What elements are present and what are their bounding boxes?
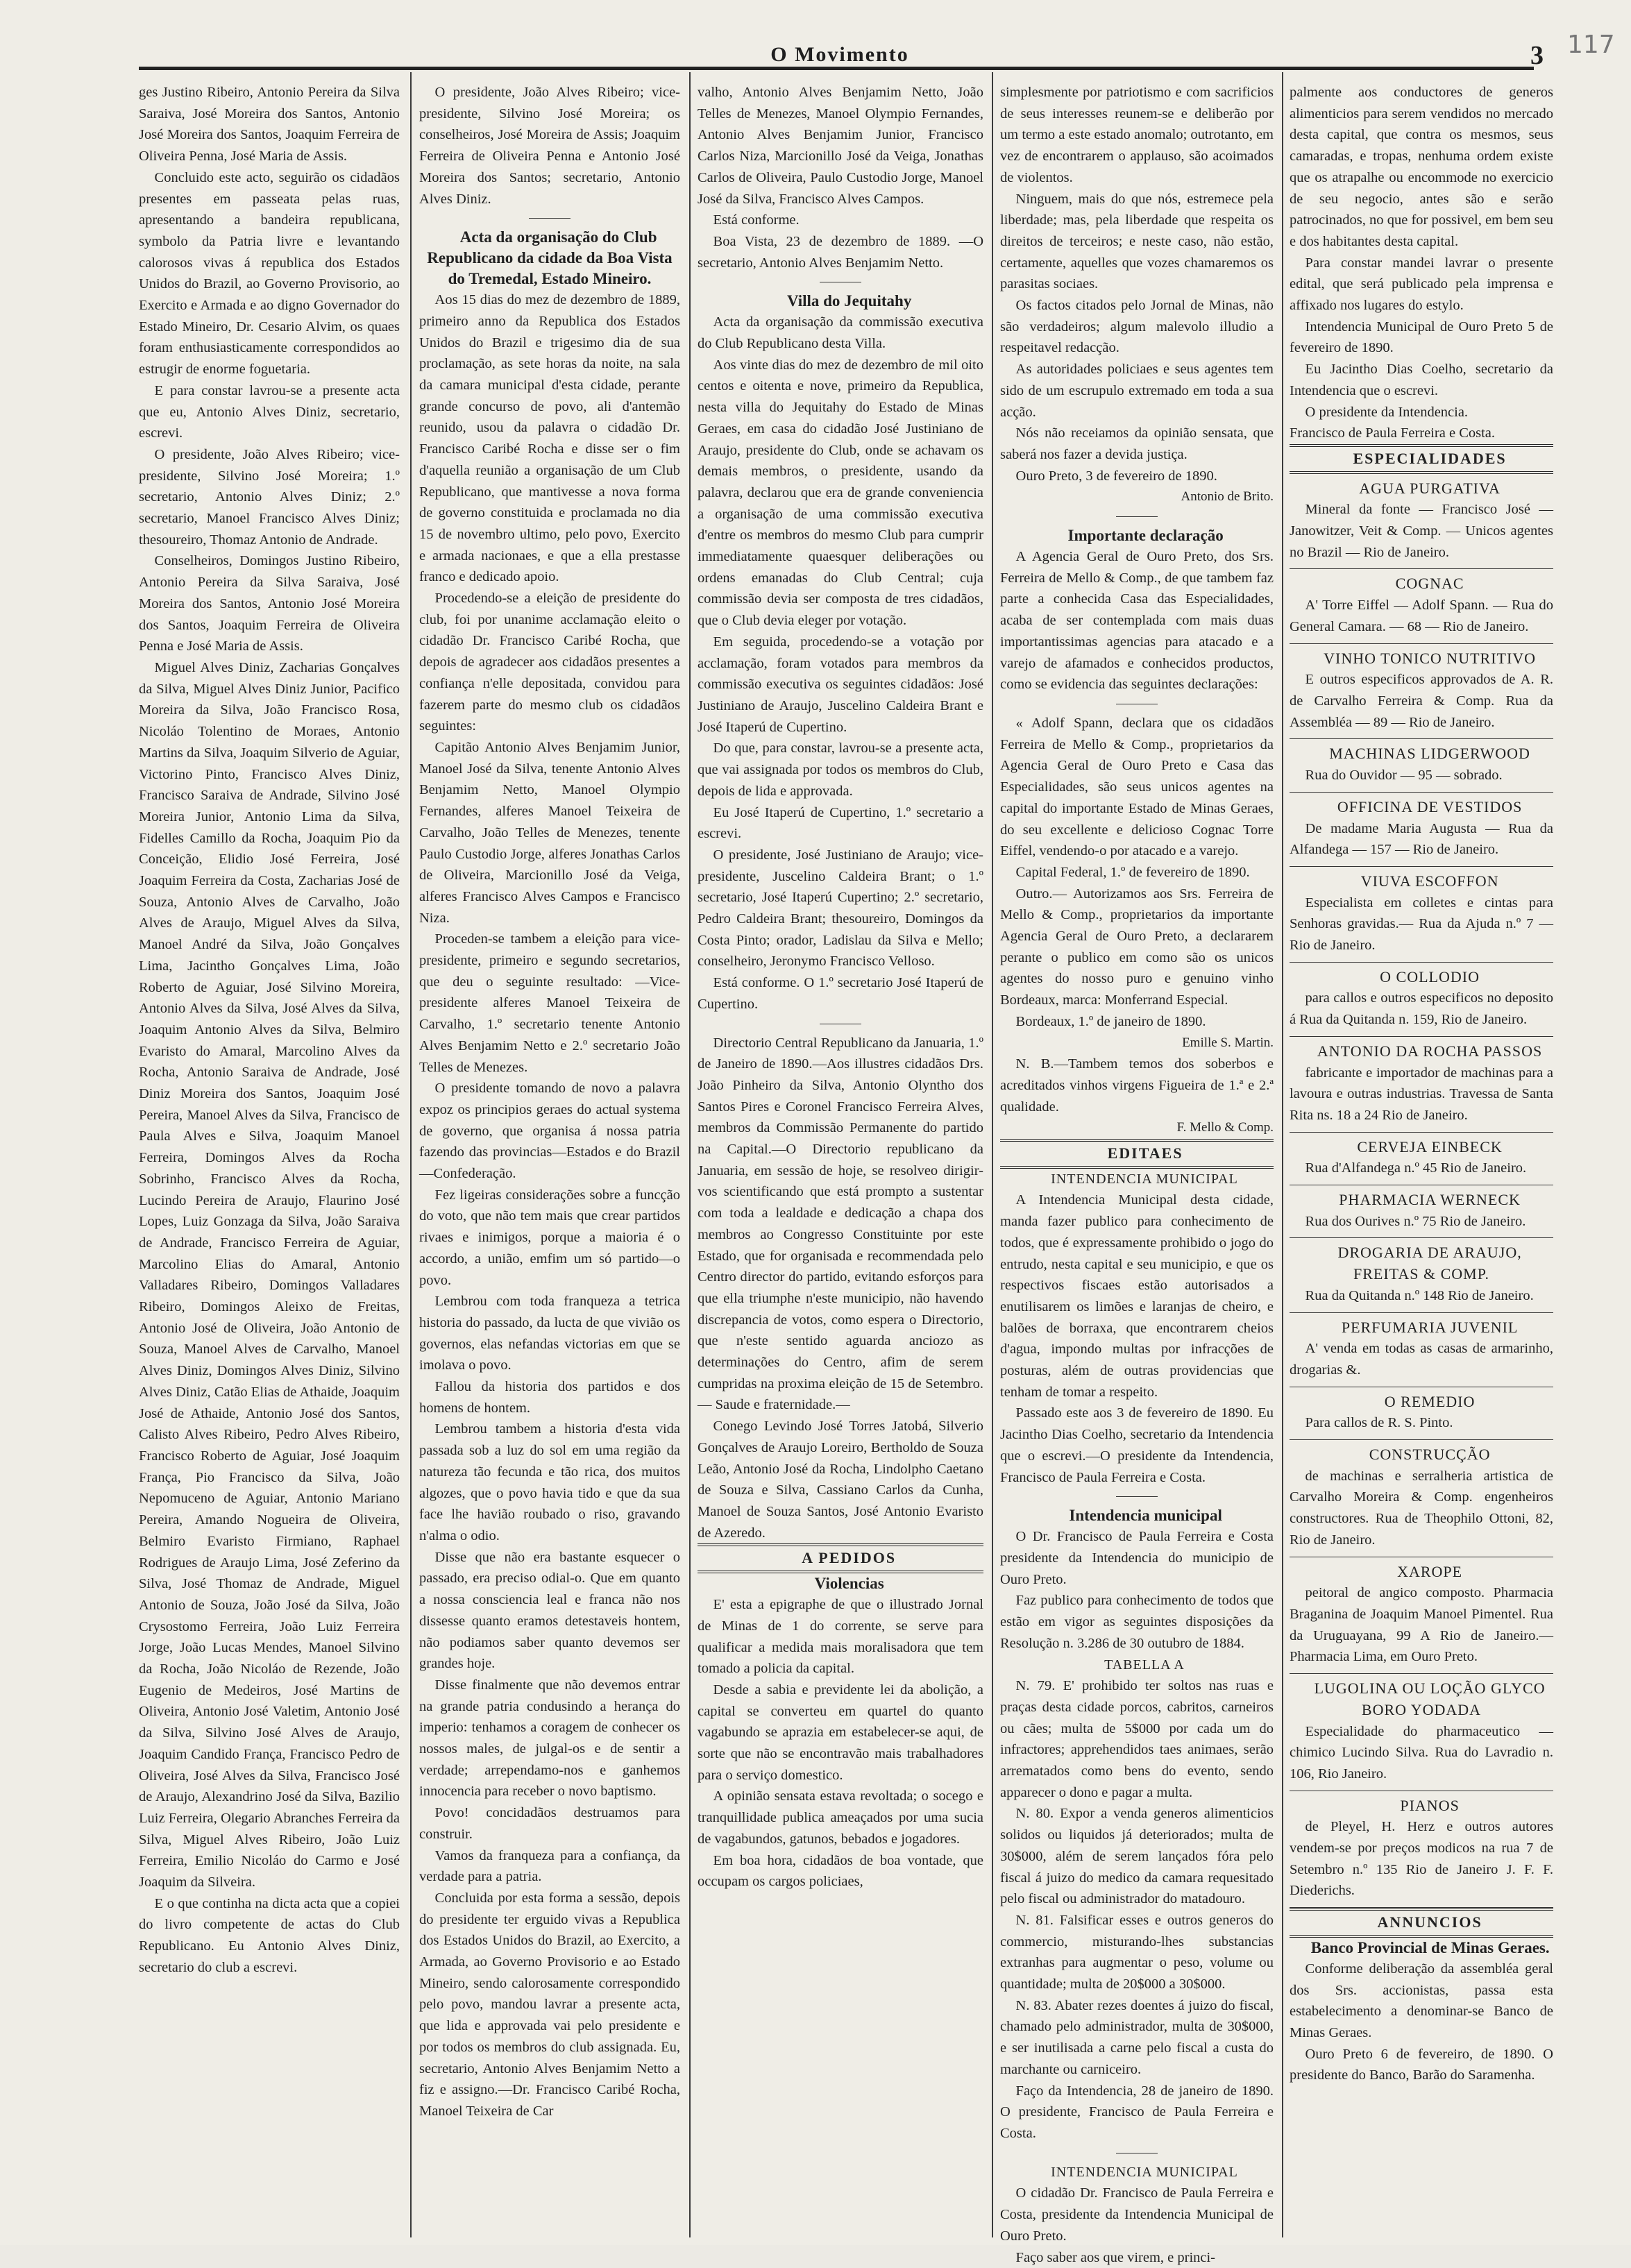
ad-body: A' venda em todas as casas de armarinho, drogarias &. [1290,1338,1553,1380]
ad-body: Para callos de R. S. Pinto. [1290,1412,1553,1434]
article-paragraph: A opinião sensata estava revoltada; o socego e tranquillidade publica ameaçados por uma sucia de vagabundos, gatunos, bebados e jogadores. [698,1786,983,1850]
article-paragraph: As autoridades policiaes e seus agentes tem sido de um escrupulo extremado em toda a sua acção. [1000,359,1274,423]
ad-body: E outros especificos approvados de A. R. de Carvalho Ferreira & Comp. Rua da Assembléa — 89 — Rio de Janeiro. [1290,669,1553,733]
advertisement [1290,1387,1553,1440]
article-paragraph: Do que, para constar, lavrou-se a presente acta, que vai assignada por todos os membros do Club, depois de lida e approvada. [698,738,983,802]
separator [529,218,571,219]
ad-title: AGUA PURGATIVA [1290,478,1553,500]
column-1 [139,82,400,2240]
article-paragraph: E para constar lavrou-se a presente acta que eu, Antonio Alves Diniz, secretario, escrevi. [139,380,400,444]
article-paragraph: Concluido este acto, seguirão os cidadãos presentes em passeata pelas ruas, apresentando a bandeira republicana, symbolo da Patria livre e levantando calorosos vivas á republica dos Estados Unidos do Brazil, ao Governo Provisorio, ao Exercito e Armada e ao digno Governador do Estado Mineiro, Dr. Cesario Alvim, os quaes foram enthusiasticamente correspondidos ao estrugir de enorme foguetaria. [139,167,400,380]
ad-title: ANTONIO DA ROCHA PASSOS [1290,1041,1553,1063]
article-paragraph: Proceden-se tambem a eleição para vice-presidente, primeiro e segundo secretarios, que deu o seguinte resultado: —Vice-presidente alferes Manoel Teixeira de Carvalho, 1.º secretario tenente Antonio Alves Benjamim Netto e 2.º secretario João Telles de Menezes. [419,929,680,1078]
ad-title: CONSTRUCÇÃO [1290,1444,1553,1466]
advertisement [1290,1185,1553,1238]
article-paragraph: Faz publico para conhecimento de todos que estão em vigor as seguintes disposições da Resolução n. 3.286 de 30 outubro de 1884. [1000,1590,1274,1654]
article-paragraph: valho, Antonio Alves Benjamim Netto, João Telles de Menezes, Manoel Olympio Fernandes, Antonio Alves Benjamim Junior, Francisco Carlos Niza, Marcionillo José da Veiga, Jonathas Carlos de Oliveira, Paulo Custodio Jorge, Manoel José da Silva, Francisco Alves Campos. [698,82,983,210]
article-paragraph: Disse que não era bastante esquecer o passado, era preciso odial-o. Que em quanto a nossa consciencia leal e franca não nos dissesse quanto eramos detestaveis hontem, não podiamos saber quanto devemos ser grandes hoje. [419,1547,680,1675]
article-paragraph: Lembrou tambem a historia d'esta vida passada sob a luz do sol em uma região da natureza tão fecunda e tão rica, dos muitos algozes, que o povo havia tido e que da sua face lhe havião roubado o riso, gravando n'alma o odio. [419,1419,680,1546]
article-paragraph: O presidente, José Justiniano de Araujo; vice-presidente, Juscelino Caldeira Brant; o 1.º secretario, José Itaperú Cupertino; 2.º secretario, Pedro Caldeira Brant; thesoureiro, Domingos da Costa Pinto; orador, Ladislau da Silva e Mello; conselheiro, Jeronymo Francisco Velloso. [698,845,983,972]
advertisement [1290,1313,1553,1387]
article-paragraph: N. 80. Expor a venda generos alimenticios solidos ou liquidos já deteriorados; multa de 30$000, além de serem lançados fóra pelo fiscal á juizo do medico da camara requesitado pelo fiscal ou administrador do matadouro. [1000,1803,1274,1910]
column-5 [1290,82,1553,2240]
ad-body: Rua do Ouvidor — 95 — sobrado. [1290,765,1553,786]
article-paragraph: Faço saber aos que virem, e princi- [1000,2247,1274,2268]
article-paragraph: Aos vinte dias do mez de dezembro de mil oito centos e oitenta e nove, primeiro da Republica, nesta villa do Jequitahy do Estado de Minas Geraes, em casa do cidadão José Justiniano de Araujo, presidente do Club, onde se achavam os demais membros, o presidente, usando da palavra, declarou que era de grande conveniencia a organisação de uma commissão executiva d'entre os membros do mesmo Club para cumprir immediatamente quaesquer deliberações ou ordens emanadas do Club Central; cuja commissão devia ser composta de tres cidadãos, que o Club devia eleger por votação. [698,355,983,632]
ad-title: PERFUMARIA JUVENIL [1290,1317,1553,1339]
column-rule [992,72,993,2237]
ad-body: de Pleyel, H. Herz e outros autores vendem-se por preços modicos na rua 7 de Setembro n.º 135 Rio de Janeiro J. F. F. Diederichs. [1290,1816,1553,1902]
ad-body: para callos e outros especificos no deposito á Rua da Quitanda n. 159, Rio de Janeiro. [1290,988,1553,1030]
ad-body: A' Torre Eiffel — Adolf Spann. — Rua do General Camara. — 68 — Rio de Janeiro. [1290,595,1553,637]
ad-body: Rua da Quitanda n.º 148 Rio de Janeiro. [1290,1285,1553,1307]
article-paragraph: Intendencia Municipal de Ouro Preto 5 de fevereiro de 1890. [1290,316,1553,359]
article-paragraph: Fez ligeiras considerações sobre a funcção do voto, que não tem mais que crear partidos rivaes e inimigos, porque a maioria é o accordo, a união, emfim um só partido—o povo. [419,1185,680,1292]
article-paragraph: E o que continha na dicta acta que a copiei do livro competente de actas do Club Republicano. Eu Antonio Alves Diniz, secretario do club a escrevi. [139,1893,400,1979]
article-paragraph: N. 81. Falsificar esses e outros generos do commercio, misturando-lhes substancias extranhas para augmentar o peso, volume ou quantidade; multa de 20$000 a 30$000. [1000,1910,1274,1995]
advertisement [1290,867,1553,963]
article-paragraph: Está conforme. O 1.º secretario José Itaperú de Cupertino. [698,972,983,1015]
article-paragraph: Para constar mandei lavrar o presente edital, que será publicado pela imprensa e affixado nos lugares do estylo. [1290,253,1553,316]
advertisement [1290,963,1553,1037]
ad-title: DROGARIA DE ARAUJO, FREITAS & COMP. [1290,1242,1553,1285]
article-paragraph: simplesmente por patriotismo e com sacrificios de seus interesses reunem-se e deliberão por um termo a este estado anomalo; outrotanto, em vez de encontrarem o applauso, são acoimados de violentos. [1000,82,1274,189]
article-heading: Importante declaração [1000,525,1274,546]
article-heading: Banco Provincial de Minas Geraes. [1290,1938,1553,1958]
article-paragraph: Lembrou com toda franqueza a tetrica historia do passado, da lucta de que vivião os governos, elas nefandas victorias em que se imolava o povo. [419,1291,680,1376]
article-heading: Villa do Jequitahy [698,291,983,312]
advertisement [1290,1440,1553,1557]
article-paragraph: Bordeaux, 1.º de janeiro de 1890. [1000,1011,1274,1033]
article-paragraph: O presidente da Intendencia. [1290,402,1553,423]
section-subtitle: INTENDENCIA MUNICIPAL [1000,2162,1274,2183]
section-banner: EDITAES [1000,1139,1274,1169]
article-paragraph: Conego Levindo José Torres Jatobá, Silverio Gonçalves de Araujo Loreiro, Bertholdo de Souza Leão, Antonio José da Rocha, Lindolpho Caetano de Souza e Silva, Cassiano Carlos da Cunha, Manoel de Souza Santos, José Antonio Evaristo de Azeredo. [698,1416,983,1543]
article-paragraph: Eu Jacintho Dias Coelho, secretario da Intendencia que o escrevi. [1290,359,1553,401]
advertisement [1290,1238,1553,1312]
article-paragraph: Nós não receiamos da opinião sensata, que saberá nos fazer a devida justiça. [1000,423,1274,465]
ad-body: De madame Maria Augusta — Rua da Alfandega — 157 — Rio de Janeiro. [1290,818,1553,861]
ad-title: CERVEJA EINBECK [1290,1137,1553,1158]
article-paragraph: Povo! concidadãos destruamos para construir. [419,1802,680,1845]
article-paragraph: Conselheiros, Domingos Justino Ribeiro, Antonio Pereira da Silva Saraiva, José Moreira dos Santos, Antonio José Moreira dos Santos, Joaquim Ferreira de Oliveira Penna e José Maria de Assis. [139,550,400,657]
column-rule [410,72,412,2237]
ad-title: VIUVA ESCOFFON [1290,871,1553,892]
ad-body: Mineral da fonte — Francisco José — Janowitzer, Veit & Comp. — Unicos agentes no Brazil — Rio de Janeiro. [1290,499,1553,563]
section-banner: ESPECIALIDADES [1290,444,1553,474]
article-paragraph: Disse finalmente que não devemos entrar na grande patria condusindo a herança do imperio: tenhamos a coragem de conhecer os nossos males, de julgal-os e de sentir a verdade; arrependamo-nos e ganhemos innocencia para receber o novo baptismo. [419,1675,680,1802]
ad-title: PHARMACIA WERNECK [1290,1190,1553,1211]
advertisement [1290,644,1553,740]
ad-title: COGNAC [1290,573,1553,595]
header-rule [139,67,1534,70]
article-paragraph: Ouro Preto, 3 de fevereiro de 1890. [1000,466,1274,487]
column-2 [419,82,680,2240]
article-paragraph: O cidadão Dr. Francisco de Paula Ferreira e Costa, presidente da Intendencia Municipal de Ouro Preto. [1000,2183,1274,2246]
article-heading: Intendencia municipal [1000,1505,1274,1526]
section-banner: ANNUNCIOS [1290,1908,1553,1938]
ad-title: MACHINAS LIDGERWOOD [1290,743,1553,765]
article-paragraph: N. 83. Abater rezes doentes á juizo do fiscal, chamado pelo administrador, multa de 30$000, e ser inutilisada a carne pelo fiscal a custa do marchante ou carniceiro. [1000,1995,1274,2081]
ad-body: fabricante e importador de machinas para a lavoura e outras industrias. Travessa de Santa Rita ns. 18 a 24 Rio de Janeiro. [1290,1063,1553,1126]
section-subtitle: INTENDENCIA MUNICIPAL [1000,1169,1274,1190]
article-heading: Acta da organisação do Club Republicano da cidade da Boa Vista do Tremedal, Estado Mineiro. [419,227,680,289]
article-paragraph: O presidente tomando de novo a palavra expoz os principios geraes do actual systema de governo, que organisa á nossa patria fazendo das provincias—Estados e do Brazil—Confederação. [419,1078,680,1185]
article-paragraph: O presidente, João Alves Ribeiro; vice-presidente, Silvino José Moreira; os conselheiros, José Moreira de Assis; Joaquim Ferreira de Oliveira Penna e Antonio José Moreira dos Santos; secretario, Antonio Alves Diniz. [419,82,680,210]
article-paragraph: Passado este aos 3 de fevereiro de 1890. Eu Jacintho Dias Coelho, secretario da Intendencia que o escrevi.—O presidente da Intendencia, Francisco de Paula Ferreira e Costa. [1000,1403,1274,1488]
separator [1116,1496,1158,1497]
article-paragraph: Aos 15 dias do mez de dezembro de 1889, primeiro anno da Republica dos Estados Unidos do Brazil e trigesimo dia de sua proclamação, as sete horas da noite, na sala da camara municipal d'esta cidade, perante grande concurso de povo, ali d'antemão reunido, usou da palavra o cidadão Dr. Francisco Caribé Rocha e disse ser o fim d'aquella reunião a organisação de um Club Republicano, que mantivesse a nova forma de governo constituida e proclamada no dia 15 de novembro ultimo, pelo povo, Exercito e armada nacionaes, e que a ella prestasse franco e dedicado apoio. [419,289,680,588]
article-paragraph: Francisco de Paula Ferreira e Costa. [1290,423,1553,444]
advertisement [1290,1674,1553,1791]
column-rule [689,72,691,2237]
article-paragraph: Concluida por esta forma a sessão, depois do presidente ter erguido vivas a Republica dos Estados Unidos do Brazil, ao Exercito, a Armada, ao Governo Provisorio e ao Estado Mineiro, sendo calorosamente correspondido pelo povo, mandou lavrar a presente acta, que lida e approvada vai pelo presidente e por todos os membros do club assignada. Eu, secretario, Antonio Alves Benjamim Netto a fiz e assigno.—Dr. Francisco Caribé Rocha, Manoel Teixeira de Car [419,1888,680,2122]
article-paragraph: Acta da organisação da commissão executiva do Club Republicano desta Villa. [698,312,983,354]
article-paragraph: Ninguem, mais do que nós, estremece pela liberdade; mas, pela liberdade que respeita os direitos de terceiros; e neste caso, não estão, certamente, aquelles que vozes chamaremos os parasitas sociaes. [1000,189,1274,296]
article-paragraph: Miguel Alves Diniz, Zacharias Gonçalves da Silva, Miguel Alves Diniz Junior, Pacifico Moreira da Silva, João Francisco Rosa, Nicoláo Tolentino de Moraes, Antonio Martins da Silva, Joaquim Silverio de Aguiar, Victorino Pinto, Francisco Alves Diniz, Francisco Saraiva de Andrade, Silvino José Moreira Junior, Antonio Lima da Silva, Fidelles Camillo da Rocha, Joaquim Pio da Conceição, Elidio José Ferreira, José Joaquim Ferreira da Costa, Zacharias José de Souza, Antonio Alves de Carvalho, João Alves de Araujo, Miguel Alves da Silva, Manoel André da Silva, João Gonçalves Lima, Jacintho Gonçalves Lima, João Roberto de Aguiar, José Silvino Moreira, Antonio Alves da Silva, José Alves da Silva, Joaquim Antonio Alves da Silva, Belmiro Evaristo do Amaral, Marcolino Alves da Rocha, Antonio Saraiva de Andrade, José Diniz Moreira dos Santos, Joaquim José Pereira, Manoel Alves da Silva, Francisco de Paula Alves e Silva, Joaquim Manoel Ferreira, Domingos Alves da Rocha Sobrinho, Francisco Alves da Rocha, Lucindo Pereira de Araujo, Flaurino José Lopes, Luiz Gonzaga da Silva, João Saraiva de Andrade, Francisco Ferreira de Aguiar, Marcolino Elias do Amaral, Antonio Valladares Ribeiro, Domingos Valladares Ribeiro, Domingos Aleixo de Freitas, Antonio José de Oliveira, João Antonio de Souza, Manoel Alves de Carvalho, Manoel Alves Diniz, Domingos Alves Diniz, Silvino Alves Diniz, Catão Elias de Athaide, Joaquim José de Athaide, Antonio José dos Santos, Calisto Alves Ribeiro, Pedro Alves Ribeiro, Francisco Roberto de Aguiar, José Joaquim França, Pio Francisco da Silva, João Nepomuceno de Aguiar, Antonio Mariano Pereira, Amando Nogueira de Oliveira, Belmiro Evaristo Firmiano, Raphael Rodrigues de Araujo Lima, José Zeferino da Silva, José Thomaz de Andrade, Miguel Antonio de Souza, João José da Silva, João Crysostomo Ferreira, João Luiz Ferreira Jorge, João Lucas Mendes, Manoel Silvino da Rocha, João Nicoláo de Rezende, João Eugenio de Medeiros, José Martins de Oliveira, Antonio José Valetim, Antonio José da Silva, Silvino José Alves de Araujo, Joaquim Candido França, Francisco Pedro de Oliveira, José Alves da Silva, Francisco José de Araujo, Alexandrino José da Silva, Bazilio Luiz Ferreira, Olegario Abranches Ferreira da Silva, Miguel Alves Ribeiro, João Luiz Ferreira, Emilio Nicoláo do Carmo e José Joaquim da Silveira. [139,657,400,1893]
article-paragraph: Está conforme. [698,210,983,231]
advertisement [1290,1557,1553,1675]
article-heading: Violencias [698,1573,983,1594]
ad-body: peitoral de angico composto. Pharmacia Braganina de Joaquim Manoel Pimentel. Rua da Uruguayana, 99 A Rio de Janeiro.—Pharmacia Lima, em Ouro Preto. [1290,1582,1553,1668]
ad-title: XAROPE [1290,1562,1553,1583]
article-paragraph: Boa Vista, 23 de dezembro de 1889. —O secretario, Antonio Alves Benjamim Netto. [698,231,983,273]
article-paragraph: O Dr. Francisco de Paula Ferreira e Costa presidente da Intendencia do municipio de Ouro Preto. [1000,1526,1274,1590]
ad-title: OFFICINA DE VESTIDOS [1290,797,1553,818]
handwritten-folio: 117 [1567,31,1615,59]
ad-body: Especialista em colletes e cintas para Senhoras gravidas.— Rua da Ajuda n.º 7 — Rio de Janeiro. [1290,892,1553,956]
advertisement [1290,474,1553,570]
article-paragraph: Outro.— Autorizamos aos Srs. Ferreira de Mello & Comp., proprietarios da importante Agencia Geral de Ouro Preto, a declararem perante o publico em como são os unicos agentes do nosso puro e genuino vinho Bordeaux, marca: Monferrand Especial. [1000,883,1274,1011]
advertisement [1290,569,1553,643]
column-3 [698,82,983,2240]
article-paragraph: Vamos da franqueza para a confiança, da verdade para a patria. [419,1845,680,1888]
masthead-title: O Movimento [694,43,986,67]
article-paragraph: Desde a sabia e previdente lei da abolição, a capital se converteu em quartel do quanto vagabundo se aprazia em estabelecer-se aqui, de sorte que não se encontravão mais trabalhadores para o serviço domestico. [698,1679,983,1786]
article-paragraph: Capitão Antonio Alves Benjamim Junior, Manoel José da Silva, tenente Antonio Alves Benjamim Netto, Manoel Olympio Fernandes, alferes Manoel Teixeira de Carvalho, João Telles de Menezes, tenente Paulo Custodio Jorge, alferes Jonathas Carlos de Oliveira, Marcionillo José da Veiga, alferes Francisco Alves Campos e Francisco Niza. [419,737,680,929]
advertisement [1290,1037,1553,1133]
article-paragraph: E' esta a epigraphe de que o illustrado Jornal de Minas de 1 do corrente, se serve para qualificar a medida mais moralisadora que tem tomado a policia da capital. [698,1594,983,1679]
advertisement [1290,739,1553,792]
article-paragraph: Procedendo-se a eleição de presidente do club, foi por unanime acclamação eleito o cidadão Dr. Francisco Caribé Rocha, que depois de agradecer aos cidadãos presentes a confiança n'elle depositada, convidou para fazerem parte do mesmo club os cidadãos seguintes: [419,588,680,737]
advertisement [1290,1133,1553,1185]
ad-title: VINHO TONICO NUTRITIVO [1290,648,1553,670]
article-paragraph: ges Justino Ribeiro, Antonio Pereira da Silva Saraiva, José Moreira dos Santos, Antonio José Moreira dos Santos, Joaquim Ferreira de Oliveira Penna, José Maria de Assis. [139,82,400,167]
ad-body: Especialidade do pharmaceutico — chimico Lucindo Silva. Rua do Lavradio n. 106, Rio Janeiro. [1290,1721,1553,1785]
article-paragraph: A Agencia Geral de Ouro Preto, dos Srs. Ferreira de Mello & Comp., de que tambem faz parte a conhecida Casa das Especialidades, acaba de ser contemplada com mais duas importantissimas agencias para atacado e a varejo de afamados e conhecidos productos, como se evidencia das seguintes declarações: [1000,546,1274,695]
signature: F. Mello & Comp. [1000,1117,1274,1139]
ad-body: Rua dos Ourives n.º 75 Rio de Janeiro. [1290,1211,1553,1233]
page-number: 3 [1530,40,1544,71]
article-paragraph: Ouro Preto 6 de fevereiro, de 1890. O presidente do Banco, Barão do Saramenha. [1290,2044,1553,2086]
article-paragraph: Capital Federal, 1.º de fevereiro de 1890. [1000,862,1274,883]
article-paragraph: O presidente, João Alves Ribeiro; vice-presidente, Silvino José Moreira; 1.º secretario, Antonio Alves Diniz; 2.º secretario, Manoel Francisco Alves Diniz; thesoureiro, Thomaz Antonio de Andrade. [139,444,400,551]
separator [1116,516,1158,517]
article-paragraph: Eu José Itaperú de Cupertino, 1.º secretario a escrevi. [698,802,983,845]
advertisement [1290,793,1553,867]
article-paragraph: Fallou da historia dos partidos e dos homens de hontem. [419,1376,680,1419]
article-paragraph: palmente aos conductores de generos alimenticios para serem vendidos no mercado desta capital, que contra os mesmos, seus camaradas, e tropas, nenhuma ordem existe que os atrapalhe ou encommode no exercicio de seu negocio, antes são e serão patrocinados, no que for possivel, em bem seu e dos habitantes desta capital. [1290,82,1553,253]
article-paragraph: Conforme deliberação da assembléa geral dos Srs. accionistas, passa esta estabelecimento a denominar-se Banco de Minas Geraes. [1290,1958,1553,2044]
ad-title: O COLLODIO [1290,967,1553,988]
ad-body: de machinas e serralheria artistica de Carvalho Moreira & Comp. engenheiros constructores. Rua de Theophilo Ottoni, 82, Rio de Janeiro. [1290,1466,1553,1551]
article-paragraph: N. B.—Tambem temos dos soberbos e acreditados vinhos virgens Figueira de 1.ª e 2.ª qualidade. [1000,1053,1274,1117]
ad-title: LUGOLINA OU LOÇÃO GLYCO BORO YODADA [1290,1678,1553,1720]
article-paragraph: « Adolf Spann, declara que os cidadãos Ferreira de Mello & Comp., proprietarios da Agencia Geral de Ouro Preto e Casa das Especialidades, são seus unicos agentes na capital do importante Estado de Minas Geraes, do seu excellente e delicioso Cognac Torre Eiffel, vendendo-o por atacado e a varejo. [1000,713,1274,862]
advertisement [1290,1791,1553,1909]
ad-title: O REMEDIO [1290,1391,1553,1413]
column-4 [1000,82,1274,2240]
signature: Antonio de Brito. [1000,486,1274,508]
article-paragraph: Os factos citados pelo Jornal de Minas, não são verdadeiros; algum malevolo illudio a respeitavel redacção. [1000,295,1274,359]
section-banner: A PEDIDOS [698,1543,983,1573]
signature: Emille S. Martin. [1000,1033,1274,1054]
article-paragraph: N. 79. E' prohibido ter soltos nas ruas e praças desta cidade porcos, cabritos, carneiros ou cães; multa de 5$000 por cada um do infractores; apprehendidos taes animaes, serão arrematados como bens do evento, sendo apparecer o dono e pagar a multa. [1000,1675,1274,1803]
article-paragraph: Faço da Intendencia, 28 de janeiro de 1890. O presidente, Francisco de Paula Ferreira e Costa. [1000,2081,1274,2144]
section-subtitle: TABELLA A [1000,1655,1274,1676]
ad-body: Rua d'Alfandega n.º 45 Rio de Janeiro. [1290,1158,1553,1179]
ad-title: PIANOS [1290,1795,1553,1817]
article-paragraph: Em boa hora, cidadãos de boa vontade, que occupam os cargos policiaes, [698,1850,983,1893]
article-paragraph: Em seguida, procedendo-se a votação por acclamação, foram votados para membros da commissão executiva os seguintes cidadãos: José Justiniano de Araujo, Juscelino Caldeira Brant e José Itaperú de Cupertino. [698,632,983,738]
column-rule [1282,72,1283,2237]
article-paragraph: A Intendencia Municipal desta cidade, manda fazer publico para conhecimento de todos, que é expressamente prohibido o jogo do entrudo, nesta capital e seu municipio, e que os respectivos fiscaes estão autorisados a enutilisarem os limões e laranjas de cheiro, e balões de borraxa, que encontrarem cheios d'agua, impondo multas por infracções de posturas, além de outras providencias que tenham de tomar a respeito. [1000,1190,1274,1403]
article-paragraph: Directorio Central Republicano da Januaria, 1.º de Janeiro de 1890.—Aos illustres cidadãos Drs. João Pinheiro da Silva, Antonio Olyntho dos Santos Pires e Coronel Francisco Ferreira Alves, membros da Commissão Permanente do partido na Capital.—O Directorio republicano da Januaria, em sessão de hoje, se resolveo dirigir-vos scientificando que está prompto a sustentar com toda a lealdade e dedicação a chapa dos membros ao Congresso Constituinte por este Estado, que for organisada e recommendada pelo Centro director do partido, evitando esforços para que ella triumphe n'este municipio, não havendo discrepancia de votos, como espera o Directorio, que n'este sentido aguarda anciozo as determinações do Centro, afim de serem cumpridas na proxima eleição de 15 de Setembro.— Saude e fraternidade.— [698,1033,983,1416]
